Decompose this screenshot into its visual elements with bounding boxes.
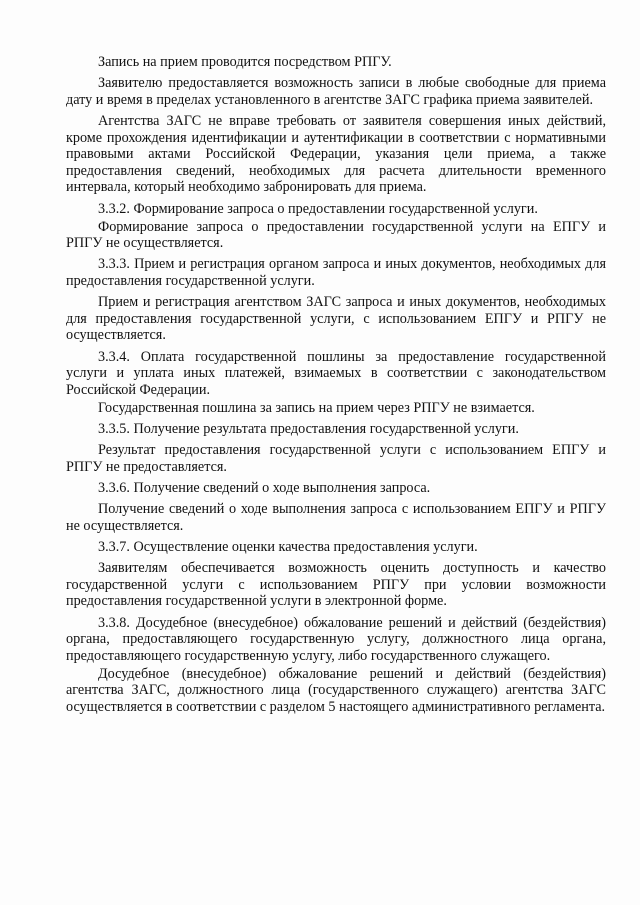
paragraph-record-via-rpgu: Запись на прием проводится посредством РПГУ. bbox=[98, 54, 392, 70]
paragraph-result: Результат предоставления государственной услуги с использованием ЕПГУ и РПГУ не предоставляется. bbox=[66, 442, 606, 475]
section-3-3-8-heading: 3.3.8. Досудебное (внесудебное) обжалование решений и действий (бездействия) органа, предоставляющего государственную услугу, должностного лица органа, предоставляющего государственную услугу, либо государственного служащего. bbox=[66, 614, 606, 664]
paragraph-pretrial-appeal: Досудебное (внесудебное) обжалование решений и действий (бездействия) агентства ЗАГС, должностного лица (государственного служащего) агентства ЗАГС осуществляется в соответствии с разделом 5 настоящего административного регламента. bbox=[66, 665, 606, 715]
document-body bbox=[66, 54, 606, 720]
paragraph-progress-info: Получение сведений о ходе выполнения запроса с использованием ЕПГУ и РПГУ не осуществляется. bbox=[66, 501, 606, 534]
section-3-3-2-heading: 3.3.2. Формирование запроса о предоставлении государственной услуги. bbox=[98, 200, 538, 217]
paragraph-request-forming: Формирование запроса о предоставлении государственной услуги на ЕПГУ и РПГУ не осуществляется. bbox=[66, 218, 606, 252]
paragraph-state-fee: Государственная пошлина за запись на прием через РПГУ не взимается. bbox=[98, 399, 535, 416]
section-3-3-6-heading: 3.3.6. Получение сведений о ходе выполнения запроса. bbox=[98, 480, 431, 496]
section-3-3-3-heading: 3.3.3. Прием и регистрация органом запроса и иных документов, необходимых для предоставления государственной услуги. bbox=[66, 256, 606, 289]
paragraph-no-extra-actions: Агентства ЗАГС не вправе требовать от заявителя совершения иных действий, кроме прохождения идентификации и аутентификации в соответствии с нормативными правовыми актами Российской Федерации, указания цели приема, а также предоставления сведений, необходимых для расчета длительности временного интервала, который необходимо забронировать для приема. bbox=[66, 112, 606, 196]
paragraph-free-slots: Заявителю предоставляется возможность записи в любые свободные для приема дату и время в пределах установленного в агентстве ЗАГС графика приема заявителей. bbox=[66, 75, 606, 108]
paragraph-registration: Прием и регистрация агентством ЗАГС запроса и иных документов, необходимых для предоставления государственной услуги, с использованием ЕПГУ и РПГУ не осуществляется. bbox=[66, 294, 606, 344]
section-3-3-5-heading: 3.3.5. Получение результата предоставления государственной услуги. bbox=[98, 421, 519, 438]
section-3-3-4-heading: 3.3.4. Оплата государственной пошлины за предоставление государственной услуги и уплата иных платежей, взимаемых в соответствии с законодательством Российской Федерации. bbox=[66, 348, 606, 398]
paragraph-quality-assessment: Заявителям обеспечивается возможность оценить доступность и качество государственной услуги с использованием РПГУ при условии возможности предоставления государственной услуги в электронной форме. bbox=[66, 560, 606, 610]
section-3-3-7-heading: 3.3.7. Осуществление оценки качества предоставления услуги. bbox=[98, 538, 478, 555]
